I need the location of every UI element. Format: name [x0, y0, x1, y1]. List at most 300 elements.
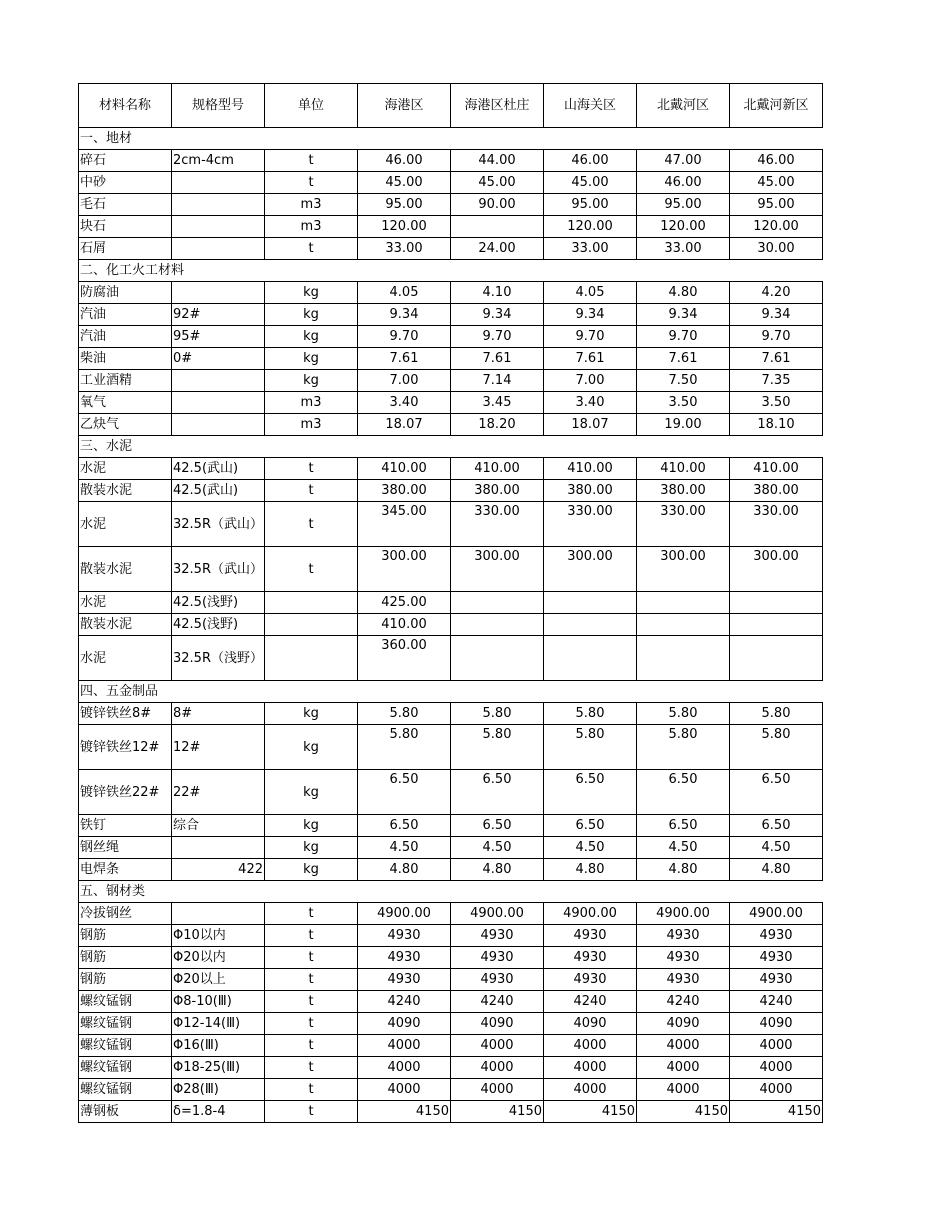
- spec-cell: Φ28(Ⅲ): [172, 1079, 265, 1101]
- price-cell: 380.00: [637, 480, 730, 502]
- price-cell: 4930: [730, 925, 823, 947]
- price-cell: 4930: [637, 947, 730, 969]
- material-name-cell: 散装水泥: [79, 480, 172, 502]
- section-row: [79, 881, 823, 903]
- price-cell: 380.00: [544, 480, 637, 502]
- price-cell: 4240: [451, 991, 544, 1013]
- price-cell: 5.80: [358, 725, 451, 770]
- price-cell: 4000: [358, 1057, 451, 1079]
- material-name-cell: 水泥: [79, 592, 172, 614]
- price-cell: 3.50: [730, 392, 823, 414]
- table-row: [79, 636, 823, 681]
- price-cell: 410.00: [358, 614, 451, 636]
- price-cell: 5.80: [730, 725, 823, 770]
- material-name-cell: 螺纹锰钢: [79, 1057, 172, 1079]
- price-cell: 4000: [637, 1057, 730, 1079]
- price-cell: [637, 592, 730, 614]
- price-cell: [637, 614, 730, 636]
- material-name-cell: 汽油: [79, 326, 172, 348]
- spec-cell: [172, 194, 265, 216]
- price-cell: 7.61: [637, 348, 730, 370]
- price-cell: 4930: [358, 925, 451, 947]
- price-cell: 410.00: [637, 458, 730, 480]
- unit-cell: t: [265, 238, 358, 260]
- price-cell: 6.50: [544, 770, 637, 815]
- table-row: [79, 947, 823, 969]
- price-cell: 45.00: [451, 172, 544, 194]
- price-cell: [637, 636, 730, 681]
- section-row: [79, 436, 823, 458]
- header-row: [79, 84, 823, 128]
- price-cell: 3.40: [358, 392, 451, 414]
- price-cell: [730, 636, 823, 681]
- price-cell: 4930: [451, 969, 544, 991]
- header-cell: 北戴河新区: [730, 84, 823, 128]
- unit-cell: kg: [265, 703, 358, 725]
- price-cell: 6.50: [544, 815, 637, 837]
- material-name-cell: 铁钉: [79, 815, 172, 837]
- material-name-cell: 钢筋: [79, 969, 172, 991]
- price-cell: 95.00: [730, 194, 823, 216]
- price-cell: [544, 614, 637, 636]
- price-cell: 4.80: [637, 282, 730, 304]
- table-row: [79, 703, 823, 725]
- price-cell: 6.50: [358, 815, 451, 837]
- table-row: [79, 592, 823, 614]
- price-cell: 4150: [730, 1101, 823, 1123]
- table-row: [79, 1013, 823, 1035]
- table-row: [79, 903, 823, 925]
- material-name-cell: 镀锌铁丝8#: [79, 703, 172, 725]
- table-row: [79, 150, 823, 172]
- unit-cell: [265, 636, 358, 681]
- price-cell: 4.50: [451, 837, 544, 859]
- price-cell: 33.00: [544, 238, 637, 260]
- price-cell: 4930: [358, 947, 451, 969]
- price-cell: 45.00: [358, 172, 451, 194]
- price-cell: 4000: [730, 1035, 823, 1057]
- spec-cell: 32.5R（武山）: [172, 547, 265, 592]
- spec-cell: 32.5R（武山）: [172, 502, 265, 547]
- price-cell: 7.00: [544, 370, 637, 392]
- spec-cell: 0#: [172, 348, 265, 370]
- material-name-cell: 碎石: [79, 150, 172, 172]
- spec-cell: Φ18-25(Ⅲ): [172, 1057, 265, 1079]
- header-cell: 海港区: [358, 84, 451, 128]
- price-cell: 45.00: [730, 172, 823, 194]
- spec-cell: Φ8-10(Ⅲ): [172, 991, 265, 1013]
- material-name-cell: 毛石: [79, 194, 172, 216]
- spec-cell: δ=1.8-4: [172, 1101, 265, 1123]
- header-cell: 单位: [265, 84, 358, 128]
- price-cell: 9.70: [451, 326, 544, 348]
- price-cell: 4930: [358, 969, 451, 991]
- material-name-cell: 螺纹锰钢: [79, 991, 172, 1013]
- spec-cell: 422: [172, 859, 265, 881]
- price-cell: 33.00: [637, 238, 730, 260]
- price-cell: 7.50: [637, 370, 730, 392]
- price-cell: 3.50: [637, 392, 730, 414]
- unit-cell: [265, 592, 358, 614]
- price-cell: 7.14: [451, 370, 544, 392]
- table-row: [79, 172, 823, 194]
- price-cell: 5.80: [637, 725, 730, 770]
- price-cell: 4900.00: [637, 903, 730, 925]
- material-name-cell: 电焊条: [79, 859, 172, 881]
- price-cell: 4.05: [544, 282, 637, 304]
- price-cell: 4900.00: [730, 903, 823, 925]
- spec-cell: 42.5(浅野): [172, 592, 265, 614]
- price-cell: 6.50: [358, 770, 451, 815]
- price-cell: 4000: [451, 1035, 544, 1057]
- price-cell: [730, 592, 823, 614]
- unit-cell: [265, 614, 358, 636]
- price-cell: 4000: [730, 1079, 823, 1101]
- price-cell: 95.00: [358, 194, 451, 216]
- table-row: [79, 326, 823, 348]
- price-cell: 46.00: [358, 150, 451, 172]
- unit-cell: t: [265, 150, 358, 172]
- section-title: 五、钢材类: [79, 881, 823, 903]
- material-name-cell: 石屑: [79, 238, 172, 260]
- price-cell: 4930: [730, 947, 823, 969]
- price-cell: 95.00: [544, 194, 637, 216]
- price-cell: 410.00: [451, 458, 544, 480]
- header-cell: 海港区杜庄: [451, 84, 544, 128]
- price-cell: 9.34: [451, 304, 544, 326]
- table-row: [79, 238, 823, 260]
- table-row: [79, 216, 823, 238]
- spec-cell: [172, 370, 265, 392]
- unit-cell: t: [265, 547, 358, 592]
- price-cell: 5.80: [637, 703, 730, 725]
- price-cell: 120.00: [637, 216, 730, 238]
- material-name-cell: 钢筋: [79, 947, 172, 969]
- price-cell: 4000: [637, 1035, 730, 1057]
- price-cell: 7.61: [730, 348, 823, 370]
- spec-cell: 2cm-4cm: [172, 150, 265, 172]
- price-cell: 46.00: [730, 150, 823, 172]
- spec-cell: [172, 238, 265, 260]
- table-row: [79, 194, 823, 216]
- price-cell: 5.80: [358, 703, 451, 725]
- price-cell: [730, 614, 823, 636]
- price-cell: 4.50: [544, 837, 637, 859]
- price-cell: 4900.00: [358, 903, 451, 925]
- price-cell: 44.00: [451, 150, 544, 172]
- spec-cell: 42.5(武山): [172, 480, 265, 502]
- price-cell: 45.00: [544, 172, 637, 194]
- price-cell: 345.00: [358, 502, 451, 547]
- unit-cell: t: [265, 1101, 358, 1123]
- table-row: [79, 1035, 823, 1057]
- price-cell: 6.50: [451, 770, 544, 815]
- price-cell: 7.35: [730, 370, 823, 392]
- price-cell: [451, 614, 544, 636]
- spec-cell: 22#: [172, 770, 265, 815]
- unit-cell: kg: [265, 370, 358, 392]
- price-cell: 7.61: [451, 348, 544, 370]
- spec-cell: 8#: [172, 703, 265, 725]
- price-cell: 4090: [451, 1013, 544, 1035]
- price-cell: 120.00: [730, 216, 823, 238]
- section-title: 四、五金制品: [79, 681, 823, 703]
- unit-cell: kg: [265, 304, 358, 326]
- price-cell: 5.80: [544, 725, 637, 770]
- price-cell: 380.00: [358, 480, 451, 502]
- price-cell: 4240: [637, 991, 730, 1013]
- price-cell: 4000: [451, 1057, 544, 1079]
- price-cell: 7.61: [358, 348, 451, 370]
- table-row: [79, 392, 823, 414]
- price-cell: 410.00: [544, 458, 637, 480]
- price-cell: 4000: [358, 1035, 451, 1057]
- price-cell: 19.00: [637, 414, 730, 436]
- table-row: [79, 414, 823, 436]
- spec-cell: 92#: [172, 304, 265, 326]
- price-cell: 4000: [451, 1079, 544, 1101]
- table-row: [79, 502, 823, 547]
- material-name-cell: 柴油: [79, 348, 172, 370]
- unit-cell: t: [265, 502, 358, 547]
- spec-cell: Φ10以内: [172, 925, 265, 947]
- price-cell: 120.00: [358, 216, 451, 238]
- price-cell: [451, 592, 544, 614]
- price-cell: 4000: [637, 1079, 730, 1101]
- price-cell: 4090: [358, 1013, 451, 1035]
- price-cell: 4240: [358, 991, 451, 1013]
- unit-cell: t: [265, 1079, 358, 1101]
- price-cell: 4.50: [358, 837, 451, 859]
- price-cell: 9.34: [358, 304, 451, 326]
- price-cell: 5.80: [730, 703, 823, 725]
- price-cell: 5.80: [451, 725, 544, 770]
- spec-cell: Φ20以内: [172, 947, 265, 969]
- price-cell: 4930: [544, 969, 637, 991]
- price-cell: 4930: [544, 947, 637, 969]
- material-name-cell: 防腐油: [79, 282, 172, 304]
- unit-cell: m3: [265, 392, 358, 414]
- table-row: [79, 815, 823, 837]
- unit-cell: t: [265, 925, 358, 947]
- price-cell: 9.70: [637, 326, 730, 348]
- price-cell: 9.34: [637, 304, 730, 326]
- price-cell: 300.00: [730, 547, 823, 592]
- price-cell: 4090: [637, 1013, 730, 1035]
- price-cell: 380.00: [451, 480, 544, 502]
- material-name-cell: 镀锌铁丝22#: [79, 770, 172, 815]
- price-cell: 4930: [637, 925, 730, 947]
- unit-cell: t: [265, 947, 358, 969]
- spec-cell: [172, 216, 265, 238]
- material-name-cell: 散装水泥: [79, 614, 172, 636]
- spec-cell: [172, 903, 265, 925]
- table-row: [79, 1101, 823, 1123]
- section-row: [79, 260, 823, 282]
- price-cell: 4900.00: [544, 903, 637, 925]
- price-cell: 4000: [544, 1057, 637, 1079]
- price-cell: 90.00: [451, 194, 544, 216]
- price-cell: 6.50: [637, 770, 730, 815]
- table-row: [79, 1079, 823, 1101]
- price-cell: 5.80: [451, 703, 544, 725]
- unit-cell: kg: [265, 282, 358, 304]
- unit-cell: kg: [265, 326, 358, 348]
- material-name-cell: 氧气: [79, 392, 172, 414]
- header-cell: 北戴河区: [637, 84, 730, 128]
- unit-cell: t: [265, 1035, 358, 1057]
- section-title: 三、水泥: [79, 436, 823, 458]
- material-name-cell: 散装水泥: [79, 547, 172, 592]
- price-cell: 4.50: [637, 837, 730, 859]
- price-cell: 300.00: [358, 547, 451, 592]
- header-cell: 山海关区: [544, 84, 637, 128]
- table-row: [79, 547, 823, 592]
- spec-cell: 综合: [172, 815, 265, 837]
- price-cell: 4.80: [544, 859, 637, 881]
- unit-cell: m3: [265, 194, 358, 216]
- table-row: [79, 282, 823, 304]
- price-cell: 4000: [730, 1057, 823, 1079]
- section-row: [79, 681, 823, 703]
- unit-cell: t: [265, 991, 358, 1013]
- price-cell: [451, 216, 544, 238]
- material-name-cell: 螺纹锰钢: [79, 1013, 172, 1035]
- price-cell: 5.80: [544, 703, 637, 725]
- price-cell: 4150: [451, 1101, 544, 1123]
- spec-cell: 42.5(浅野): [172, 614, 265, 636]
- material-name-cell: 块石: [79, 216, 172, 238]
- price-cell: 4000: [544, 1079, 637, 1101]
- price-cell: 9.70: [358, 326, 451, 348]
- price-cell: 300.00: [544, 547, 637, 592]
- price-cell: 33.00: [358, 238, 451, 260]
- header-cell: 材料名称: [79, 84, 172, 128]
- price-cell: [451, 636, 544, 681]
- price-cell: 4.80: [451, 859, 544, 881]
- price-cell: 300.00: [451, 547, 544, 592]
- table-row: [79, 614, 823, 636]
- price-cell: 4.05: [358, 282, 451, 304]
- table-row: [79, 770, 823, 815]
- spec-cell: [172, 392, 265, 414]
- material-name-cell: 水泥: [79, 502, 172, 547]
- price-cell: 24.00: [451, 238, 544, 260]
- unit-cell: t: [265, 969, 358, 991]
- material-name-cell: 螺纹锰钢: [79, 1035, 172, 1057]
- material-name-cell: 汽油: [79, 304, 172, 326]
- price-cell: 4930: [637, 969, 730, 991]
- price-cell: 425.00: [358, 592, 451, 614]
- price-cell: 4930: [544, 925, 637, 947]
- unit-cell: kg: [265, 770, 358, 815]
- price-cell: 330.00: [637, 502, 730, 547]
- unit-cell: t: [265, 458, 358, 480]
- price-cell: 410.00: [730, 458, 823, 480]
- price-cell: 95.00: [637, 194, 730, 216]
- material-name-cell: 薄钢板: [79, 1101, 172, 1123]
- table-row: [79, 304, 823, 326]
- table-row: [79, 991, 823, 1013]
- price-cell: 410.00: [358, 458, 451, 480]
- price-cell: 9.34: [544, 304, 637, 326]
- price-cell: 4930: [451, 925, 544, 947]
- section-title: 二、化工火工材料: [79, 260, 823, 282]
- price-cell: 380.00: [730, 480, 823, 502]
- table-row: [79, 969, 823, 991]
- price-cell: 3.40: [544, 392, 637, 414]
- price-cell: 6.50: [730, 770, 823, 815]
- price-cell: 300.00: [637, 547, 730, 592]
- material-name-cell: 螺纹锰钢: [79, 1079, 172, 1101]
- price-cell: 4930: [451, 947, 544, 969]
- price-cell: 4900.00: [451, 903, 544, 925]
- price-cell: 4.80: [637, 859, 730, 881]
- spec-cell: Φ12-14(Ⅲ): [172, 1013, 265, 1035]
- section-title: 一、地材: [79, 128, 823, 150]
- table-row: [79, 859, 823, 881]
- price-cell: 4930: [730, 969, 823, 991]
- price-cell: 46.00: [544, 150, 637, 172]
- price-cell: 330.00: [730, 502, 823, 547]
- table-row: [79, 458, 823, 480]
- table-row: [79, 1057, 823, 1079]
- price-table: [78, 83, 823, 1123]
- table-row: [79, 348, 823, 370]
- table-row: [79, 725, 823, 770]
- price-cell: 330.00: [544, 502, 637, 547]
- unit-cell: kg: [265, 859, 358, 881]
- price-cell: 330.00: [451, 502, 544, 547]
- unit-cell: m3: [265, 216, 358, 238]
- unit-cell: kg: [265, 725, 358, 770]
- spec-cell: [172, 172, 265, 194]
- unit-cell: t: [265, 172, 358, 194]
- spec-cell: 95#: [172, 326, 265, 348]
- price-cell: 6.50: [451, 815, 544, 837]
- price-cell: 4.80: [730, 859, 823, 881]
- price-cell: 18.20: [451, 414, 544, 436]
- material-name-cell: 工业酒精: [79, 370, 172, 392]
- header-cell: 规格型号: [172, 84, 265, 128]
- spec-cell: [172, 282, 265, 304]
- price-cell: 4000: [544, 1035, 637, 1057]
- price-cell: 120.00: [544, 216, 637, 238]
- price-cell: 4150: [637, 1101, 730, 1123]
- spec-cell: Φ16(Ⅲ): [172, 1035, 265, 1057]
- price-cell: 4.80: [358, 859, 451, 881]
- price-cell: 7.00: [358, 370, 451, 392]
- spec-cell: 32.5R（浅野）: [172, 636, 265, 681]
- unit-cell: m3: [265, 414, 358, 436]
- price-cell: 4150: [544, 1101, 637, 1123]
- spec-cell: 12#: [172, 725, 265, 770]
- unit-cell: kg: [265, 837, 358, 859]
- price-cell: 4240: [544, 991, 637, 1013]
- unit-cell: t: [265, 1013, 358, 1035]
- material-name-cell: 钢筋: [79, 925, 172, 947]
- price-cell: 4090: [544, 1013, 637, 1035]
- unit-cell: kg: [265, 815, 358, 837]
- material-name-cell: 乙炔气: [79, 414, 172, 436]
- price-cell: 9.70: [544, 326, 637, 348]
- price-cell: [544, 592, 637, 614]
- unit-cell: kg: [265, 348, 358, 370]
- price-cell: 4150: [358, 1101, 451, 1123]
- material-name-cell: 钢丝绳: [79, 837, 172, 859]
- table-row: [79, 837, 823, 859]
- price-cell: 30.00: [730, 238, 823, 260]
